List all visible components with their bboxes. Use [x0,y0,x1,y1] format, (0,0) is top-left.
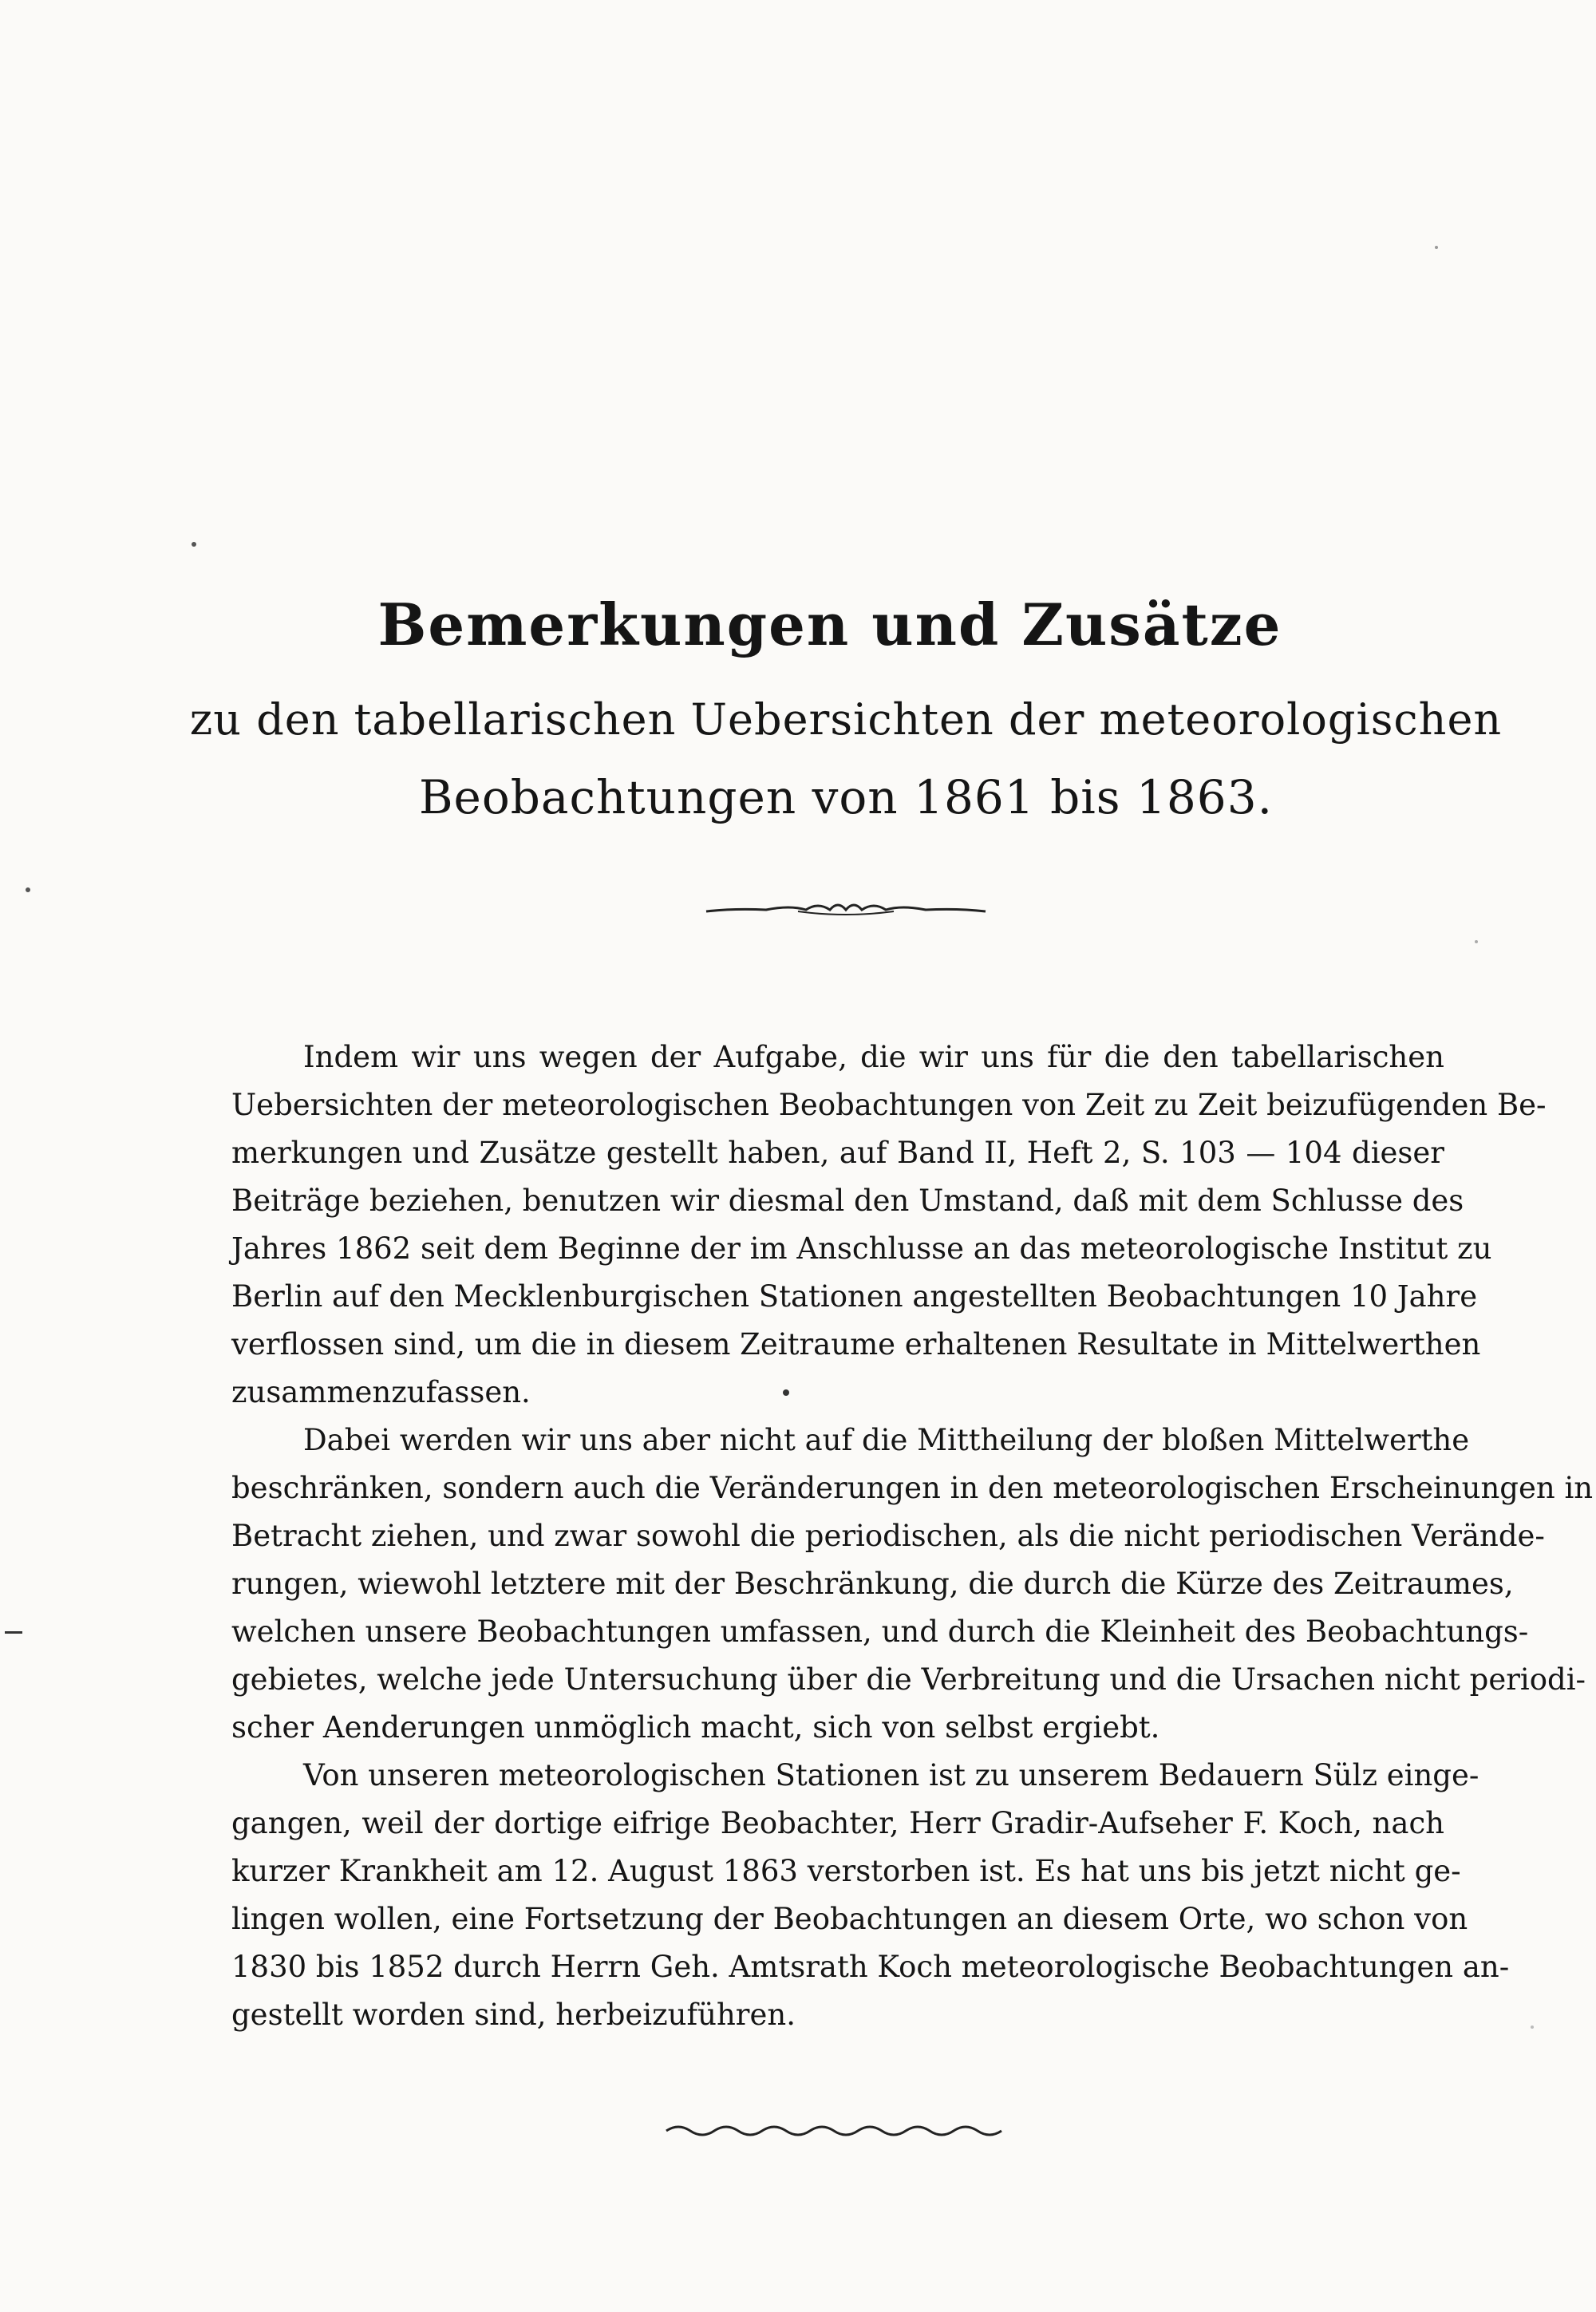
text-line: Jahres 1862 seit dem Beginne der im Anschlusse an das meteorologische Institut zu [231,1231,1492,1266]
text-line: kurzer Krankheit am 12. August 1863 verstorben ist. Es hat uns bis jetzt nicht ge- [231,1854,1461,1888]
paragraph-1 [231,1033,1547,1417]
text-line: merkungen und Zusätze gestellt haben, auf Band II, Heft 2, S. 103 — 104 dieser [231,1136,1444,1170]
title-main: Bemerkungen und Zusätze [377,591,1282,658]
text-line: gangen, weil der dortige eifrige Beobachter, Herr Gradir-Aufseher F. Koch, nach [231,1806,1444,1840]
body-text [231,1033,1594,2039]
text-line: beschränken, sondern auch die Veränderungen in den meteorologischen Erscheinungen in [231,1471,1594,1505]
text-line: Betracht ziehen, und zwar sowohl die periodischen, als die nicht periodischen Verände- [231,1519,1545,1553]
paragraph-2 [231,1417,1594,1752]
text-line: gebietes, welche jede Untersuchung über die Verbreitung und die Ursachen nicht periodi- [231,1662,1586,1697]
text-line: 1830 bis 1852 durch Herrn Geh. Amtsrath Koch meteorologische Beobachtungen an- [231,1950,1510,1984]
title-subtitle-1: zu den tabellarischen Uebersichten der meteorologischen [189,694,1503,745]
text-line: verflossen sind, um die in diesem Zeitraume erhaltenen Resultate in Mittelwerthen [231,1327,1481,1362]
ornament-divider-bottom [662,2115,1005,2147]
paragraph-3 [231,1752,1510,2039]
text-line: zusammenzufassen. [231,1375,531,1409]
title-subtitle-2: Beobachtungen von 1861 bis 1863. [418,770,1274,824]
ornament-divider-top [702,894,990,926]
text-line: Uebersichten der meteorologischen Beobachtungen von Zeit zu Zeit beizufügenden Be- [231,1088,1547,1122]
text-line: rungen, wiewohl letztere mit der Beschränkung, die durch die Kürze des Zeitraumes, [231,1567,1514,1601]
text-line: lingen wollen, eine Fortsetzung der Beobachtungen an diesem Orte, wo schon von [231,1902,1468,1936]
text-line: scher Aenderungen unmöglich macht, sich von selbst ergiebt. [231,1710,1160,1745]
text-line: Berlin auf den Mecklenburgischen Stationen angestellten Beobachtungen 10 Jahre [231,1279,1478,1314]
text-line: Von unseren meteorologischen Stationen ist zu unserem Bedauern Sülz einge- [303,1758,1479,1792]
text-line: Indem wir uns wegen der Aufgabe, die wir uns für die den tabellarischen [303,1040,1444,1074]
text-line: gestellt worden sind, herbeizuführen. [231,1998,796,2032]
text-line: Dabei werden wir uns aber nicht auf die Mittheilung der bloßen Mittelwerthe [303,1423,1470,1457]
text-line: Beiträge beziehen, benutzen wir diesmal den Umstand, daß mit dem Schlusse des [231,1184,1464,1218]
text-line: welchen unsere Beobachtungen umfassen, und durch die Kleinheit des Beobachtungs- [231,1614,1529,1649]
